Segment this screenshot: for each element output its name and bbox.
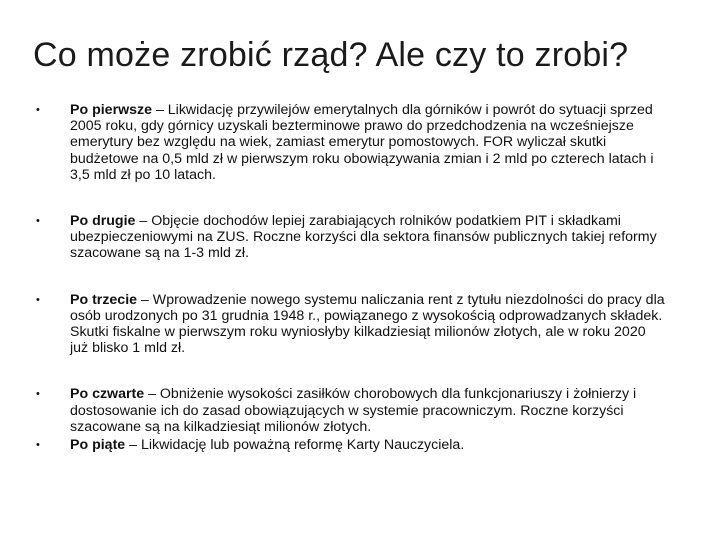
bullet-text: – Obniżenie wysokości zasiłków chorobowych dla funkcjonariuszy i żołnierzy i dostosowanie ich do zasad obowiązujących w systemie pracowniczym. Roczne korzyści szacowane są na kilkadziesiąt milionów złotych.	[70, 386, 637, 435]
bullet-lead: Po piąte	[70, 437, 126, 454]
bullet-icon: •	[36, 104, 40, 116]
bullet-icon: •	[36, 215, 40, 228]
bullet-item-1	[36, 102, 666, 183]
bullet-icon: •	[36, 439, 40, 452]
bullet-icon: •	[36, 293, 40, 306]
bullet-lead: Po drugie	[70, 213, 136, 230]
bullet-item-2	[36, 213, 666, 262]
bullet-text: – Likwidację lub poważną reformę Karty Nauczyciela.	[125, 437, 465, 454]
bullet-lead: Po czwarte	[70, 386, 145, 403]
bullet-list	[36, 102, 666, 483]
bullet-text: – Objęcie dochodów lepiej zarabiających rolników podatkiem PIT i składkami ubezpieczeniowymi na ZUS. Roczne korzyści dla sektora finansów publicznych takiej reformy szacowane są na 1-3 mld zł.	[70, 213, 657, 262]
bullet-text: – Likwidację przywilejów emerytalnych dla górników i powrót do sytuacji sprzed 2005 roku, gdy górnicy uzyskali bezterminowe prawo do przedchodzenia na wcześniejsze emerytury bez względu na wiek, zamiast emerytur pomostowych. FOR wyliczał skutki budżetowe na 0,5 mld zł w pierwszym roku obowiązywania zmian i 2 mld po czterech latach i 3,5 mld zł po 10 latach.	[70, 102, 654, 183]
bullet-item-4	[36, 386, 666, 435]
bullet-text: – Wprowadzenie nowego systemu naliczania rent z tytułu niezdolności do pracy dla osób urodzonych po 31 grudnia 1948 r., powiązanego z wysokością odprowadzanych składek. Skutki fiskalne w pierwszym roku wyniosłyby kilkadziesiąt milionów złotych, ale w roku 2020 już blisko 1 mld zł.	[70, 291, 665, 357]
bullet-item-3	[36, 292, 666, 357]
bullet-lead: Po pierwsze	[70, 102, 153, 118]
bullet-item-5	[36, 437, 666, 453]
bullet-lead: Po trzecie	[70, 291, 138, 308]
slide-title: Co może zrobić rząd? Ale czy to zrobi?	[33, 36, 629, 74]
bullet-icon: •	[36, 388, 40, 401]
